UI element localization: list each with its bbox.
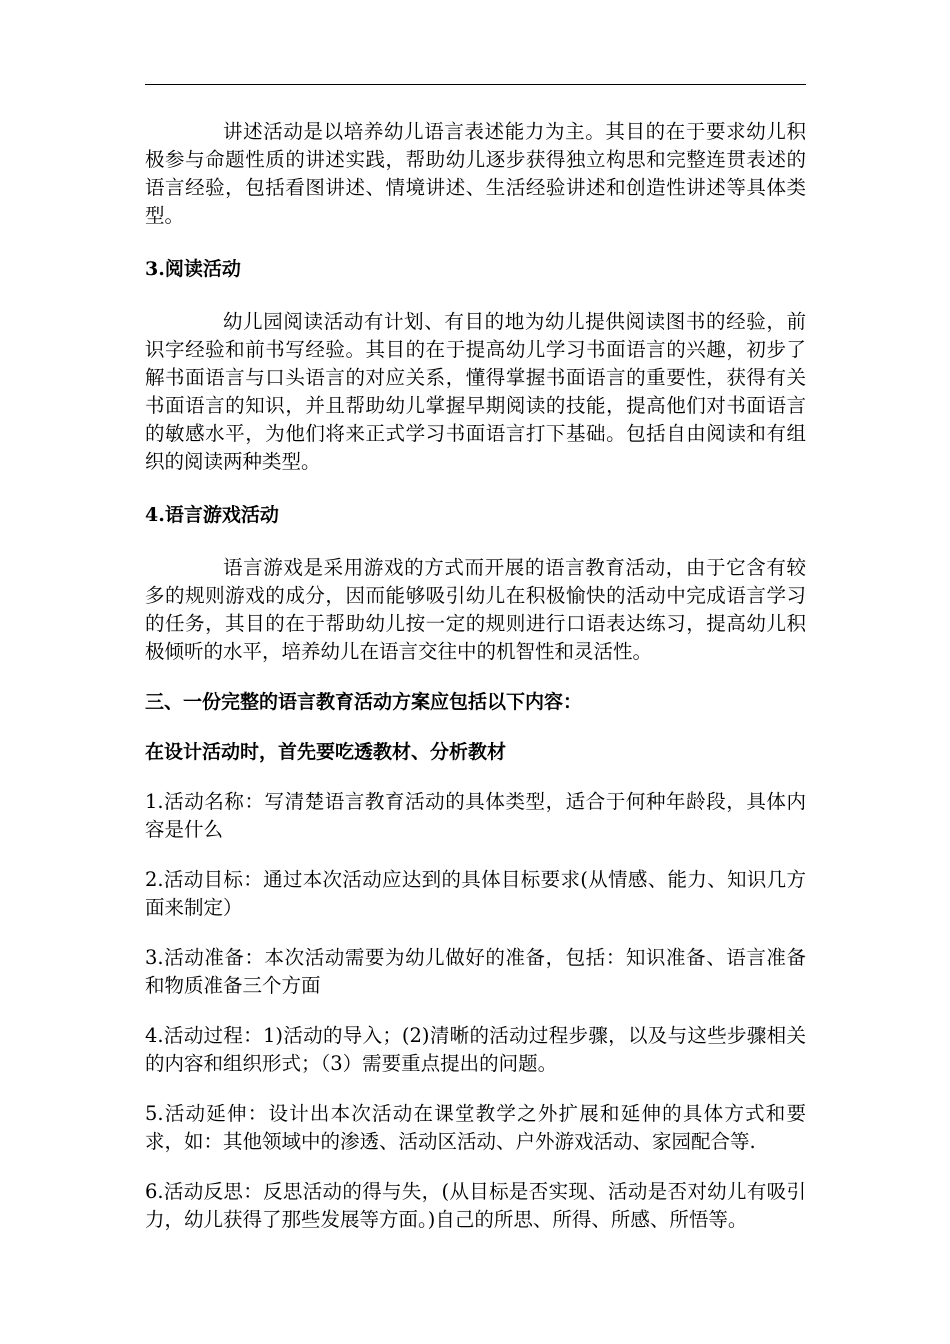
heading-language-game: 4.语言游戏活动 (145, 504, 279, 526)
list-item-activity-extension: 5.活动延伸：设计出本次活动在课堂教学之外扩展和延伸的具体方式和要求，如：其他领域中的渗透、活动区活动、户外游戏活动、家园配合等. (145, 1102, 806, 1153)
paragraph-reading: 幼儿园阅读活动有计划、有目的地为幼儿提供阅读图书的经验，前识字经验和前书写经验。其目的在于提高幼儿学习书面语言的兴趣，初步了解书面语言与口头语言的对应关系，懂得掌握书面语言的重要性，获得有关书面语言的知识，并且帮助幼儿掌握早期阅读的技能，提高他们对书面语言的敏感水平，为他们将来正式学习书面语言打下基础。包括自由阅读和有组织的阅读两种类型。 (145, 310, 806, 473)
section-heading-plan-contents: 三、一份完整的语言教育活动方案应包括以下内容： (145, 691, 583, 713)
list-item-activity-process: 4.活动过程：1)活动的导入；(2)清晰的活动过程步骤，以及与这些步骤相关的内容和组织形式；（3）需要重点提出的问题。 (145, 1024, 806, 1075)
list-item-activity-name: 1.活动名称：写清楚语言教育活动的具体类型，适合于何种年龄段，具体内容是什么 (145, 790, 806, 841)
paragraph-narration: 讲述活动是以培养幼儿语言表述能力为主。其目的在于要求幼儿积极参与命题性质的讲述实践，帮助幼儿逐步获得独立构思和完整连贯表述的语言经验，包括看图讲述、情境讲述、生活经验讲述和创造性讲述等具体类型。 (145, 120, 806, 227)
paragraph-language-game: 语言游戏是采用游戏的方式而开展的语言教育活动，由于它含有较多的规则游戏的成分，因而能够吸引幼儿在积极愉快的活动中完成语言学习的任务，其目的在于帮助幼儿按一定的规则进行口语表达练习，提高幼儿积极倾听的水平，培养幼儿在语言交往中的机智性和灵活性。 (145, 556, 806, 663)
heading-reading-activity: 3.阅读活动 (145, 258, 241, 280)
list-item-activity-reflection: 6.活动反思：反思活动的得与失，(从目标是否实现、活动是否对幼儿有吸引力，幼儿获得了那些发展等方面。)自己的所思、所得、所感、所悟等。 (145, 1180, 806, 1231)
header-rule (145, 84, 806, 85)
document-body (145, 118, 806, 1234)
subheading-design: 在设计活动时，首先要吃透教材、分析教材 (145, 741, 507, 763)
list-item-activity-preparation: 3.活动准备：本次活动需要为幼儿做好的准备，包括：知识准备、语言准备和物质准备三个方面 (145, 946, 806, 997)
list-item-activity-goal: 2.活动目标：通过本次活动应达到的具体目标要求(从情感、能力、知识几方面来制定） (145, 868, 806, 919)
